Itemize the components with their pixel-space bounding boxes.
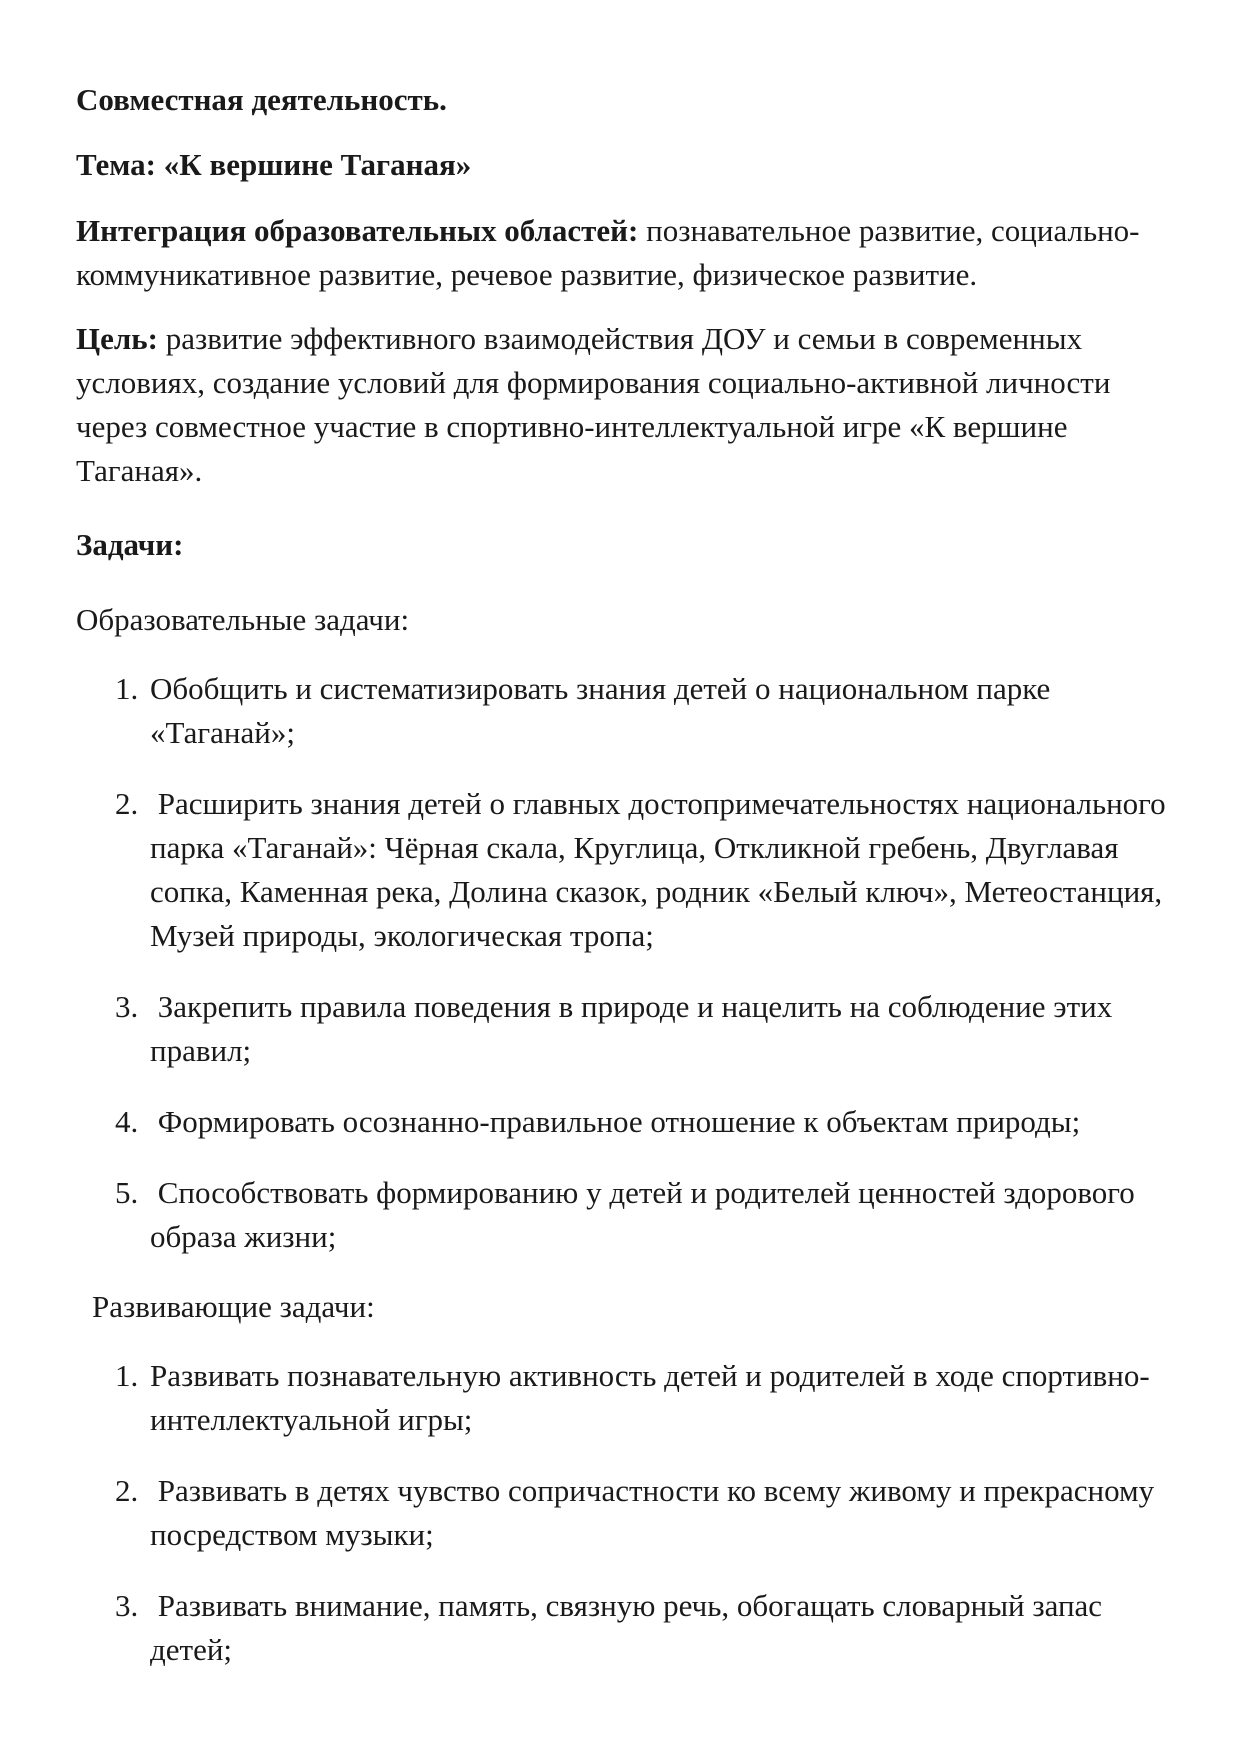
document-page <box>76 78 1176 1698</box>
topic-line <box>76 143 1176 187</box>
topic-label: Тема: <box>76 147 156 182</box>
list-item <box>76 667 1176 755</box>
list-item <box>76 985 1176 1073</box>
goal-label: Цель: <box>76 321 158 356</box>
list-item-text: Закрепить правила поведения в природе и нацелить на соблюдение этих правил; <box>150 989 1113 1068</box>
educational-tasks-heading: Образовательные задачи: <box>76 602 410 637</box>
goal-paragraph <box>76 317 1176 493</box>
list-item <box>76 1100 1176 1144</box>
list-item-text: Способствовать формированию у детей и родителей ценностей здорового образа жизни; <box>150 1175 1135 1254</box>
list-item-number: 5. <box>115 1175 139 1210</box>
list-item-text: Формировать осознанно-правильное отношение к объектам природы; <box>157 1104 1081 1139</box>
list-item <box>76 1469 1176 1557</box>
list-item-number: 1. <box>115 1358 139 1393</box>
list-item-number: 3. <box>115 1588 139 1623</box>
integration-label: Интеграция образовательных областей: <box>76 213 639 248</box>
integration-text: познавательное развитие, социально-коммуникативное развитие, речевое развитие, физическое развитие. <box>76 213 1140 292</box>
tasks-heading: Задачи: <box>76 527 184 562</box>
developing-tasks-heading: Развивающие задачи: <box>92 1289 375 1324</box>
list-item-text: Расширить знания детей о главных достопримечательностях национального парка «Таганай»: Чёрная скала, Круглица, Откликной гребень, Двуглавая сопка, Каменная река, Долина сказок, родник «Белый ключ», Метеостанция, Музей природы, экологическая тропа; <box>150 786 1166 953</box>
document-title: Совместная деятельность. <box>76 82 447 117</box>
educational-tasks-list <box>76 667 1176 1259</box>
list-item-number: 1. <box>115 671 139 706</box>
developing-tasks-list <box>76 1354 1176 1672</box>
list-item-number: 3. <box>115 989 139 1024</box>
list-item-number: 2. <box>115 786 139 821</box>
list-item <box>76 1171 1176 1259</box>
list-item <box>76 1584 1176 1672</box>
list-item-text: Развивать познавательную активность детей и родителей в ходе спортивно-интеллектуальной игры; <box>150 1358 1150 1437</box>
integration-paragraph <box>76 209 1176 297</box>
goal-text: развитие эффективного взаимодействия ДОУ и семьи в современных условиях, создание условий для формирования социально-активной личности через совместное участие в спортивно-интеллектуальной игре «К вершине Таганая». <box>76 321 1111 488</box>
list-item-text: Развивать в детях чувство сопричастности ко всему живому и прекрасному посредством музыки; <box>150 1473 1155 1552</box>
list-item <box>76 782 1176 958</box>
list-item-number: 2. <box>115 1473 139 1508</box>
list-item-number: 4. <box>115 1104 139 1139</box>
list-item-text: Обобщить и систематизировать знания детей о национальном парке «Таганай»; <box>150 671 1051 750</box>
list-item-text: Развивать внимание, память, связную речь, обогащать словарный запас детей; <box>150 1588 1103 1667</box>
list-item <box>76 1354 1176 1442</box>
topic-value: «К вершине Таганая» <box>163 147 472 182</box>
